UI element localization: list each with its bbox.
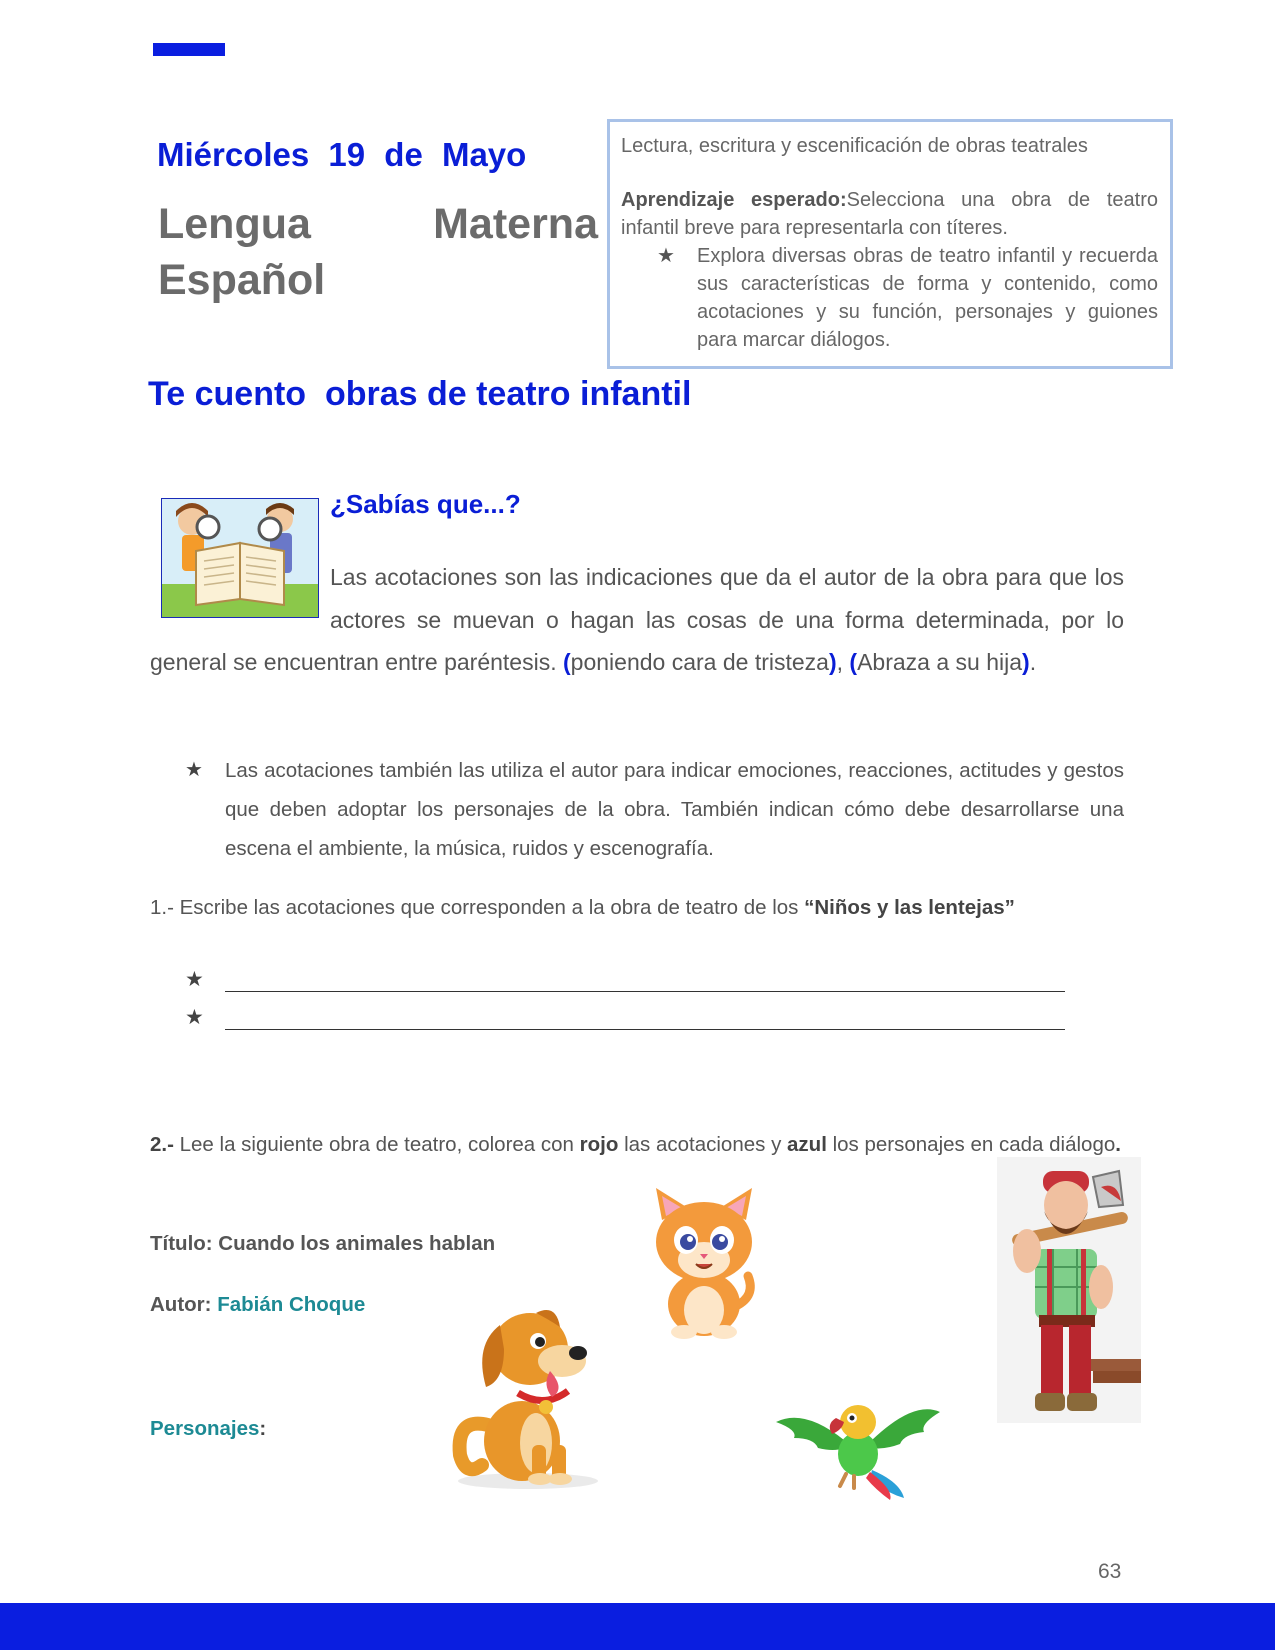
word-rojo: rojo (579, 1133, 619, 1156)
acotaciones-definition: Las acotaciones son las indicaciones que da el autor de la obra para que los actores se muevan o hagan las cosas de una forma determinada, por lo general se encuentran entre paréntesis. (150, 564, 1124, 675)
star-icon: ★ (657, 245, 675, 267)
paren-open: ( (563, 649, 571, 675)
subject-word-lengua: Lengua (158, 200, 311, 248)
subject-title (158, 196, 598, 308)
page-number: 63 (1098, 1560, 1122, 1583)
acotaciones-bullet-text: Las acotaciones también las utiliza el autor para indicar emociones, reacciones, actitudes y gestos que deben adoptar los personajes de la obra. También indican cómo debe desarrollarse una escena el ambiente, la música, ruidos y escenografía. (225, 759, 1124, 860)
question-1-bold: “Niños y las lentejas” (804, 896, 1015, 919)
section-title: Te cuento obras de teatro infantil (148, 375, 692, 413)
play-title: Título: Cuando los animales hablan (150, 1232, 496, 1255)
example-1: poniendo cara de tristeza (570, 649, 829, 675)
answer-line-2[interactable] (185, 1000, 1065, 1030)
bottom-accent-bar (0, 1603, 1275, 1650)
top-accent-bar (153, 43, 225, 56)
word-azul: azul (787, 1133, 827, 1156)
expected-learning-text: Selecciona una obra de teatro infantil breve para representarla con títeres. (621, 189, 1158, 239)
cat-illustration (648, 1186, 760, 1340)
characters-colon: : (259, 1417, 267, 1440)
answer-line-1[interactable] (185, 962, 1065, 992)
star-icon: ★ (185, 968, 204, 991)
answer-underline[interactable] (225, 969, 1065, 992)
info-bullet (657, 242, 1158, 354)
topic-line: Lectura, escritura y escenificación de obras teatrales (621, 135, 1088, 157)
example-2: Abraza a su hija (857, 649, 1023, 675)
question-2-text-c: los personajes en cada diálogo (826, 1133, 1116, 1156)
paren-close: ) (1022, 649, 1030, 675)
answer-underline[interactable] (225, 1007, 1065, 1030)
author-name: Fabián Choque (217, 1293, 366, 1316)
paragraph-end: . (1029, 649, 1037, 675)
page-date: Miércoles 19 de Mayo (157, 136, 527, 173)
lumberjack-illustration (997, 1157, 1141, 1423)
parrot-illustration (774, 1390, 942, 1500)
paren-open: ( (849, 649, 858, 675)
characters-word: Personajes (150, 1417, 260, 1440)
question-2-text-b: las acotaciones y (618, 1133, 788, 1156)
acotaciones-paragraph (150, 556, 1124, 684)
subject-word-espanol: Español (158, 256, 326, 304)
author-label: Autor: (150, 1293, 218, 1316)
paren-close: ) (828, 649, 837, 675)
star-icon: ★ (185, 1006, 204, 1029)
play-author (150, 1293, 365, 1317)
acotaciones-bullet (185, 751, 1124, 868)
question-1-text: 1.- Escribe las acotaciones que corresponden a la obra de teatro de los (150, 896, 805, 919)
expected-learning-label: Aprendizaje esperado: (621, 189, 847, 211)
question-1 (150, 896, 1015, 920)
text-wrap-spacer (150, 556, 330, 641)
example-comma: , (836, 649, 850, 675)
characters-label (150, 1417, 266, 1441)
sabias-que-heading: ¿Sabías que...? (330, 489, 521, 519)
question-2-number: 2.- (150, 1133, 174, 1156)
question-2-end: . (1115, 1133, 1121, 1156)
expected-learning (621, 186, 1158, 242)
info-bullet-text: Explora diversas obras de teatro infantil y recuerda sus características de forma y contenido, como acotaciones y su función, personajes y guiones para marcar diálogos. (697, 245, 1158, 351)
learning-info-box (607, 119, 1173, 369)
star-icon: ★ (185, 759, 203, 781)
question-2-text-a: Lee la siguiente obra de teatro, colorea con (173, 1133, 580, 1156)
question-2 (150, 1125, 1124, 1164)
dog-illustration (448, 1305, 608, 1491)
subject-word-materna: Materna (433, 200, 598, 248)
